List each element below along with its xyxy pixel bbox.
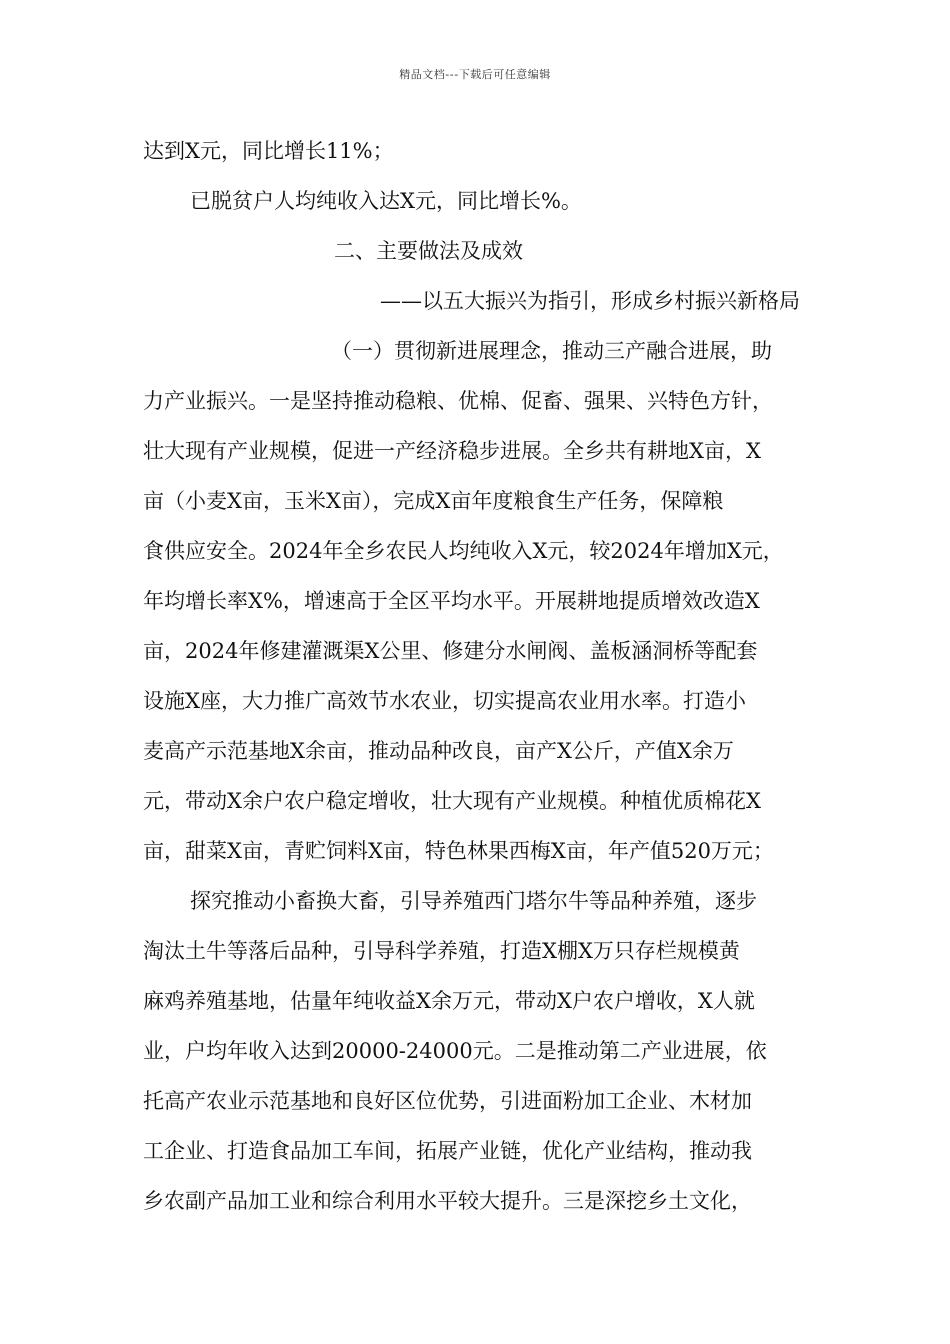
text-line: 乡农副产品加工业和综合利用水平较大提升。三是深挖乡土文化， bbox=[143, 1189, 752, 1213]
text-line: 元，带动X余户农户稳定增收，壮大现有产业规模。种植优质棉花X bbox=[143, 789, 761, 813]
text-line: 麦高产示范基地X余亩，推动品种改良，亩产X公斤，产值X余万 bbox=[143, 739, 734, 763]
text-line: 设施X座，大力推广高效节水农业，切实提高农业用水率。打造小 bbox=[143, 689, 746, 713]
text-line: 淘汰土牛等落后品种，引导科学养殖，打造X棚X万只存栏规模黄 bbox=[143, 939, 740, 963]
text-line: 亩，甜菜X亩，青贮饲料X亩，特色林果西梅X亩，年产值520万元； bbox=[143, 839, 774, 863]
text-line: 已脱贫户人均纯收入达X元，同比增长%。 bbox=[190, 189, 582, 213]
section-heading: 二、主要做法及成效 bbox=[334, 239, 523, 263]
text-line: 达到X元，同比增长11%； bbox=[143, 139, 394, 163]
page-header: 精品文档---下载后可任意编辑 bbox=[399, 68, 551, 81]
subsection-heading: （一）贯彻新进展理念，推动三产融合进展，助 bbox=[331, 339, 772, 363]
text-line: 探究推动小畜换大畜，引导养殖西门塔尔牛等品种养殖，逐步 bbox=[190, 889, 757, 913]
text-line: 托高产农业示范基地和良好区位优势，引进面粉加工企业、木材加 bbox=[143, 1089, 752, 1113]
text-line: 亩，2024年修建灌溉渠X公里、修建分水闸阀、盖板涵洞桥等配套 bbox=[143, 639, 758, 663]
text-line: 壮大现有产业规模，促进一产经济稳步进展。全乡共有耕地X亩，X bbox=[143, 439, 761, 463]
text-line: 食供应安全。2024年全乡农民人均纯收入X元，较2024年增加X元， bbox=[143, 539, 784, 563]
section-subheading: ——以五大振兴为指引，形成乡村振兴新格局 bbox=[380, 289, 800, 313]
text-line: 麻鸡养殖基地，估量年纯收益X余万元，带动X户农户增收，X人就 bbox=[143, 989, 755, 1013]
text-line: 工企业、打造食品加工车间，拓展产业链，优化产业结构，推动我 bbox=[143, 1139, 752, 1163]
text-line: 业，户均年收入达到20000-24000元。二是推动第二产业进展，依 bbox=[143, 1039, 767, 1063]
text-line: 力产业振兴。一是坚持推动稳粮、优棉、促畜、强果、兴特色方针， bbox=[143, 389, 773, 413]
text-line: 亩（小麦X亩，玉米X亩），完成X亩年度粮食生产任务，保障粮 bbox=[143, 489, 724, 513]
text-line: 年均增长率X%，增速高于全区平均水平。开展耕地提质增效改造X bbox=[143, 589, 760, 613]
